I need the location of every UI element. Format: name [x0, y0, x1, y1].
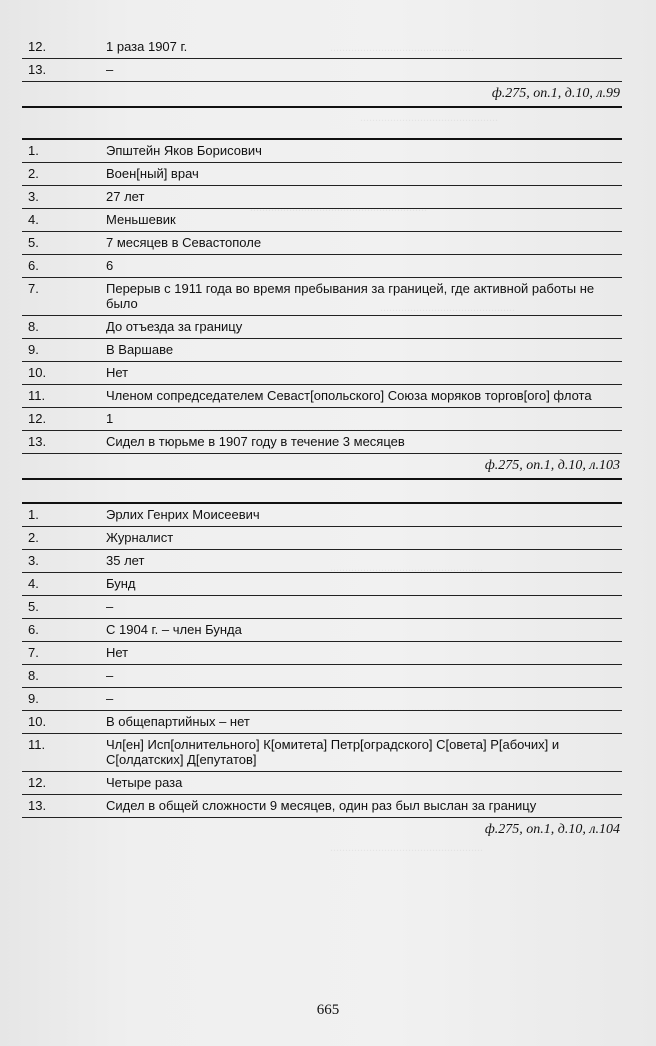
record-row [22, 59, 622, 82]
record-row [22, 408, 622, 431]
row-number: 6. [28, 258, 39, 273]
record-row [22, 772, 622, 795]
row-number: 10. [28, 365, 47, 380]
row-value: Эпштейн Яков Борисович [106, 143, 262, 158]
row-number: 2. [28, 166, 39, 181]
row-number: 3. [28, 553, 39, 568]
record-separator [22, 108, 622, 140]
row-value: 1 раза 1907 г. [106, 39, 188, 54]
record-erlikh [22, 504, 622, 818]
row-number: 13. [28, 798, 47, 813]
row-number: 13. [28, 434, 47, 449]
row-number: 8. [28, 668, 39, 683]
row-value: Сидел в общей сложности 9 месяцев, один раз был выслан за границу [106, 798, 537, 813]
document-page: ................................................ .............................................. ........................................................... ............................................. .................................................................. ................................................... ...................................................... ................................................... 12. 1 раза 1907 г. 13. – ф.275, оп.1, д.10, л.99 1. Эпштейн Яков Борисович 2. Воен[ный] врач 3. 27 лет 4. Меньшевик 5. 7 месяцев в Севастополе 6. 6 7. Перерыв с 1911 года во время пребывания за границей, где активной работы не было 8. До отъезда за границу 9. В Варшаве 10. Нет 11. Членом сопредседателем Севаст[опольского] Союза моряков торгов[ого] флота 12. 1 13. Сидел в тюрьме в 1907 году в течение 3 месяцев ф.275, оп.1, д.10, л.103 1. Эрлих Генрих Моисеевич 2. Журналист 3. 35 лет 4. Бунд 5. – 6. С 1904 г. – член Бунда 7. Нет 8. – 9. – 10. В общепартийных – нет 11. Чл[ен] Исп[олнительного] К[омитета] Петр[оградского] С[овета] Р[абочих] и С[олдатских] Д[епутатов] 12. Четыре раза 13. Сидел в общей сложности 9 месяцев, один раз был выслан за границу ф.275, оп.1, д.10, л.104 665 [0, 0, 656, 1046]
record-row [22, 619, 622, 642]
record-row [22, 642, 622, 665]
row-number: 6. [28, 622, 39, 637]
row-number: 9. [28, 691, 39, 706]
archive-source-reference: ф.275, оп.1, д.10, л.104 [484, 822, 620, 837]
row-value: Воен[ный] врач [106, 166, 199, 181]
row-number: 7. [28, 281, 39, 296]
record-row [22, 163, 622, 186]
record-separator [22, 480, 622, 504]
row-number: 2. [28, 530, 39, 545]
row-value: – [106, 62, 114, 77]
row-number: 10. [28, 714, 47, 729]
row-value: Бунд [106, 576, 136, 591]
row-value: 6 [106, 258, 114, 273]
row-number: 12. [28, 411, 47, 426]
record-row [22, 504, 622, 527]
record-row [22, 232, 622, 255]
row-number: 13. [28, 62, 47, 77]
row-number: 9. [28, 342, 39, 357]
row-value: До отъезда за границу [106, 319, 243, 334]
row-value: – [106, 691, 114, 706]
record-row [22, 665, 622, 688]
row-value: Нет [106, 645, 129, 660]
record-row [22, 711, 622, 734]
row-value: 35 лет [106, 553, 145, 568]
row-number: 8. [28, 319, 39, 334]
row-value: Эрлих Генрих Моисеевич [106, 507, 260, 522]
record-row [22, 186, 622, 209]
row-value: В Варшаве [106, 342, 174, 357]
record-row [22, 573, 622, 596]
record-row [22, 36, 622, 59]
row-number: 5. [28, 235, 39, 250]
row-value: 7 месяцев в Севастополе [106, 235, 262, 250]
record-row [22, 316, 622, 339]
row-number: 11. [28, 388, 46, 403]
record-row [22, 278, 622, 316]
row-number: 12. [28, 39, 47, 54]
row-number: 4. [28, 212, 39, 227]
record-row [22, 527, 622, 550]
row-number: 3. [28, 189, 39, 204]
record-epshtein [22, 140, 622, 454]
archive-source-reference: ф.275, оп.1, д.10, л.103 [22, 454, 622, 480]
row-number: 7. [28, 645, 39, 660]
row-value: В общепартийных – нет [106, 714, 250, 729]
record-row [22, 255, 622, 278]
row-value: Журналист [106, 530, 174, 545]
record-row [22, 385, 622, 408]
record-row [22, 362, 622, 385]
row-value: Чл[ен] Исп[олнительного] К[омитета] Петр[оградского] С[овета] Р[абочих] и С[олдатских] Д[епутатов] [106, 737, 560, 767]
row-value: Сидел в тюрьме в 1907 году в течение 3 месяцев [106, 434, 405, 449]
record-row [22, 339, 622, 362]
row-value: С 1904 г. – член Бунда [106, 622, 242, 637]
row-value: 27 лет [106, 189, 145, 204]
row-value: Членом сопредседателем Севаст[опольского] Союза моряков торгов[ого] флота [106, 388, 592, 403]
document-content [22, 36, 622, 842]
row-value: – [106, 599, 114, 614]
record-row [22, 734, 622, 772]
row-number: 4. [28, 576, 39, 591]
row-number: 5. [28, 599, 39, 614]
record-row [22, 596, 622, 619]
row-value: 1 [106, 411, 114, 426]
row-number: 1. [28, 143, 39, 158]
record-tail-previous [22, 36, 622, 82]
row-value: Меньшевик [106, 212, 176, 227]
row-value: Четыре раза [106, 775, 183, 790]
record-row [22, 209, 622, 232]
record-row [22, 140, 622, 163]
page-number: 665 [316, 1002, 340, 1018]
archive-source-reference: ф.275, оп.1, д.10, л.99 [22, 82, 622, 108]
row-number: 1. [28, 507, 39, 522]
row-number: 11. [28, 737, 46, 752]
row-value: Нет [106, 365, 129, 380]
row-value: – [106, 668, 114, 683]
record-row [22, 550, 622, 573]
record-row [22, 795, 622, 818]
row-value: Перерыв с 1911 года во время пребывания за границей, где активной работы не было [106, 281, 595, 311]
row-number: 12. [28, 775, 47, 790]
record-row [22, 431, 622, 454]
record-row [22, 688, 622, 711]
